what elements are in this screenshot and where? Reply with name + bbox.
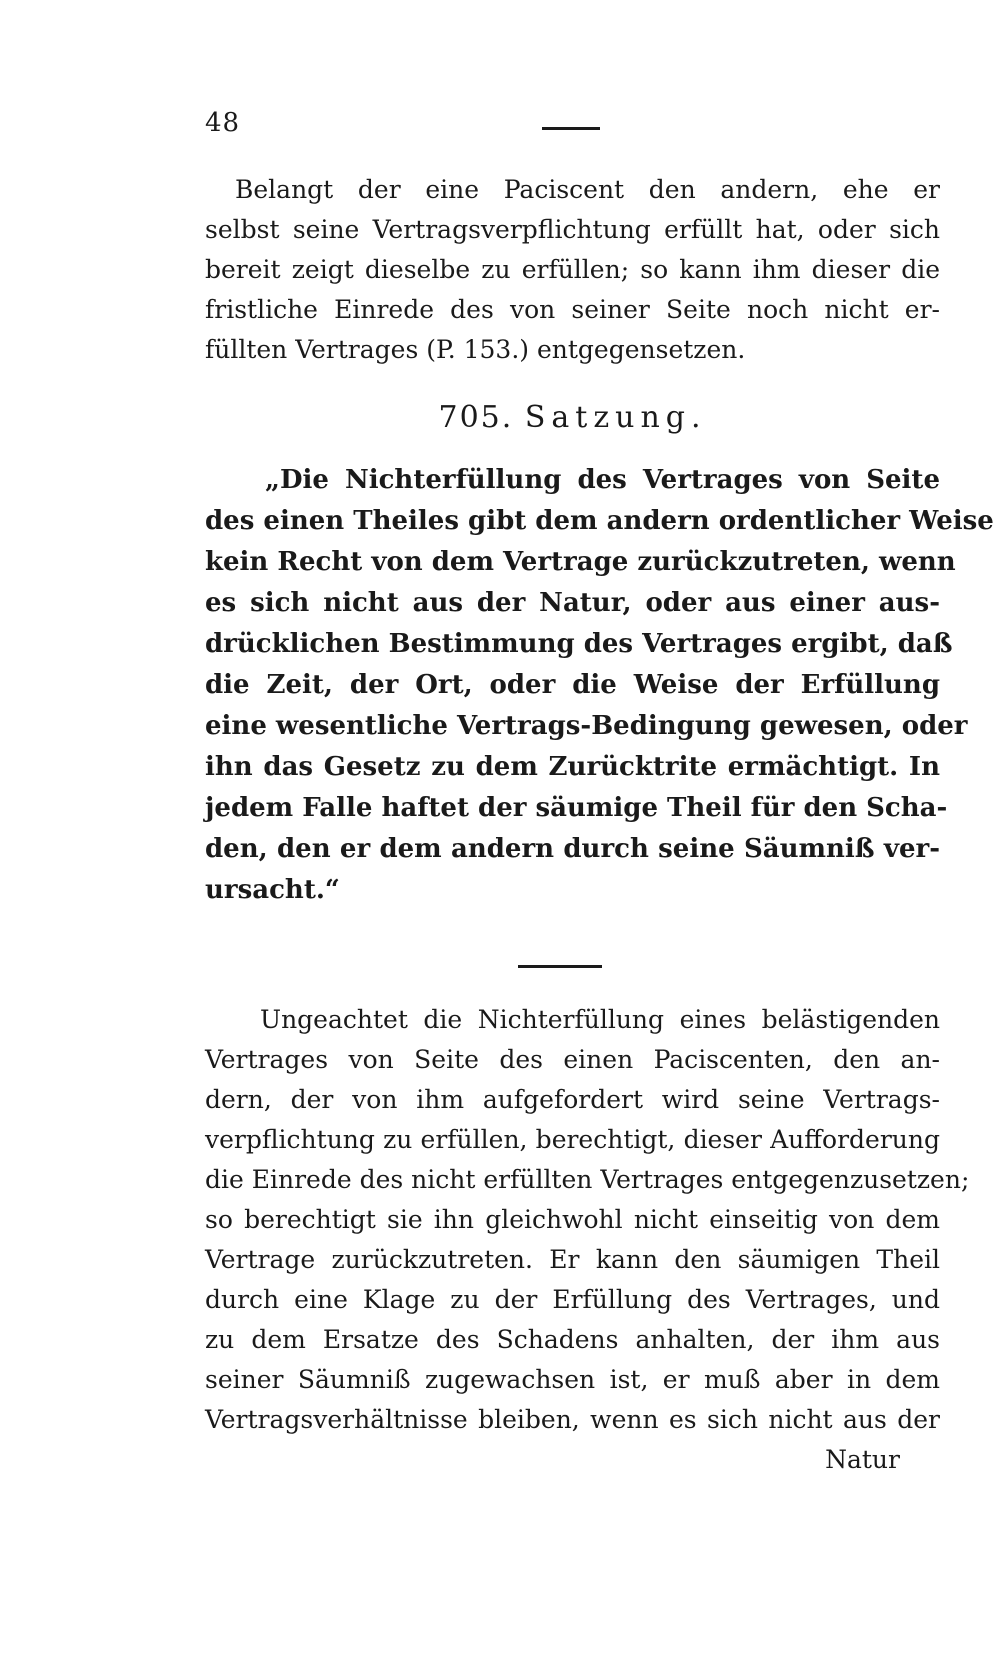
quote-paragraph bbox=[205, 460, 994, 911]
paragraph-2-line: dern, der von ihm aufgefordert wird seine Vertrags- bbox=[205, 1085, 940, 1114]
quote-line: ursacht.“ bbox=[205, 875, 340, 905]
paragraph-1-line: fristliche Einrede des von seiner Seite noch nicht er- bbox=[205, 295, 940, 324]
paragraph-2-line: so berechtigt sie ihn gleichwohl nicht einseitig von dem bbox=[205, 1205, 940, 1234]
paragraph-2 bbox=[205, 1000, 970, 1480]
paragraph-1-line: bereit zeigt dieselbe zu erfüllen; so kann ihm dieser die bbox=[205, 255, 940, 284]
quote-line: den, den er dem andern durch seine Säumniß ver- bbox=[205, 834, 940, 864]
quote-line: die Zeit, der Ort, oder die Weise der Erfüllung bbox=[205, 670, 940, 700]
paragraph-2-line: Ungeachtet die Nichterfüllung eines belästigenden bbox=[260, 1005, 940, 1034]
paragraph-2-line: durch eine Klage zu der Erfüllung des Vertrages, und bbox=[205, 1285, 940, 1314]
paragraph-2-line: zu dem Ersatze des Schadens anhalten, der ihm aus bbox=[205, 1325, 940, 1354]
section-heading bbox=[205, 400, 940, 435]
paragraph-2-line: Vertrages von Seite des einen Paciscenten, den an- bbox=[205, 1045, 940, 1074]
header-rule bbox=[542, 127, 600, 130]
paragraph-2-line: die Einrede des nicht erfüllten Vertrages entgegenzusetzen; bbox=[205, 1165, 970, 1194]
paragraph-1-line: selbst seine Vertragsverpflichtung erfüllt hat, oder sich bbox=[205, 215, 940, 244]
quote-line: des einen Theiles gibt dem andern ordentlicher Weise bbox=[205, 506, 994, 536]
section-title: Satzung. bbox=[524, 400, 707, 435]
paragraph-1 bbox=[205, 170, 940, 370]
quote-line: eine wesentliche Vertrags-Bedingung gewesen, oder bbox=[205, 711, 968, 741]
quote-line: „Die Nichterfüllung des Vertrages von Seite bbox=[265, 465, 940, 495]
quote-line: ihn das Gesetz zu dem Zurücktrite ermächtigt. In bbox=[205, 752, 940, 782]
section-number: 705. bbox=[438, 400, 514, 435]
quote-line: es sich nicht aus der Natur, oder aus einer aus- bbox=[205, 588, 940, 618]
page-number: 48 bbox=[205, 108, 241, 138]
quote-line: kein Recht von dem Vertrage zurückzutreten, wenn bbox=[205, 547, 956, 577]
quote-line: drücklichen Bestimmung des Vertrages ergibt, daß bbox=[205, 629, 953, 659]
paragraph-1-line: füllten Vertrages (P. 153.) entgegensetzen. bbox=[205, 335, 746, 364]
quote-line: jedem Falle haftet der säumige Theil für den Scha- bbox=[205, 793, 948, 823]
section-rule bbox=[518, 965, 602, 968]
paragraph-2-line: seiner Säumniß zugewachsen ist, er muß aber in dem bbox=[205, 1365, 940, 1394]
paragraph-2-line: verpflichtung zu erfüllen, berechtigt, dieser Aufforderung bbox=[205, 1125, 940, 1154]
paragraph-2-line: Vertragsverhältnisse bleiben, wenn es sich nicht aus der bbox=[205, 1405, 940, 1434]
catchword: Natur bbox=[825, 1445, 900, 1474]
paragraph-2-line: Vertrage zurückzutreten. Er kann den säumigen Theil bbox=[205, 1245, 940, 1274]
paragraph-1-line: Belangt der eine Paciscent den andern, ehe er bbox=[235, 175, 940, 204]
